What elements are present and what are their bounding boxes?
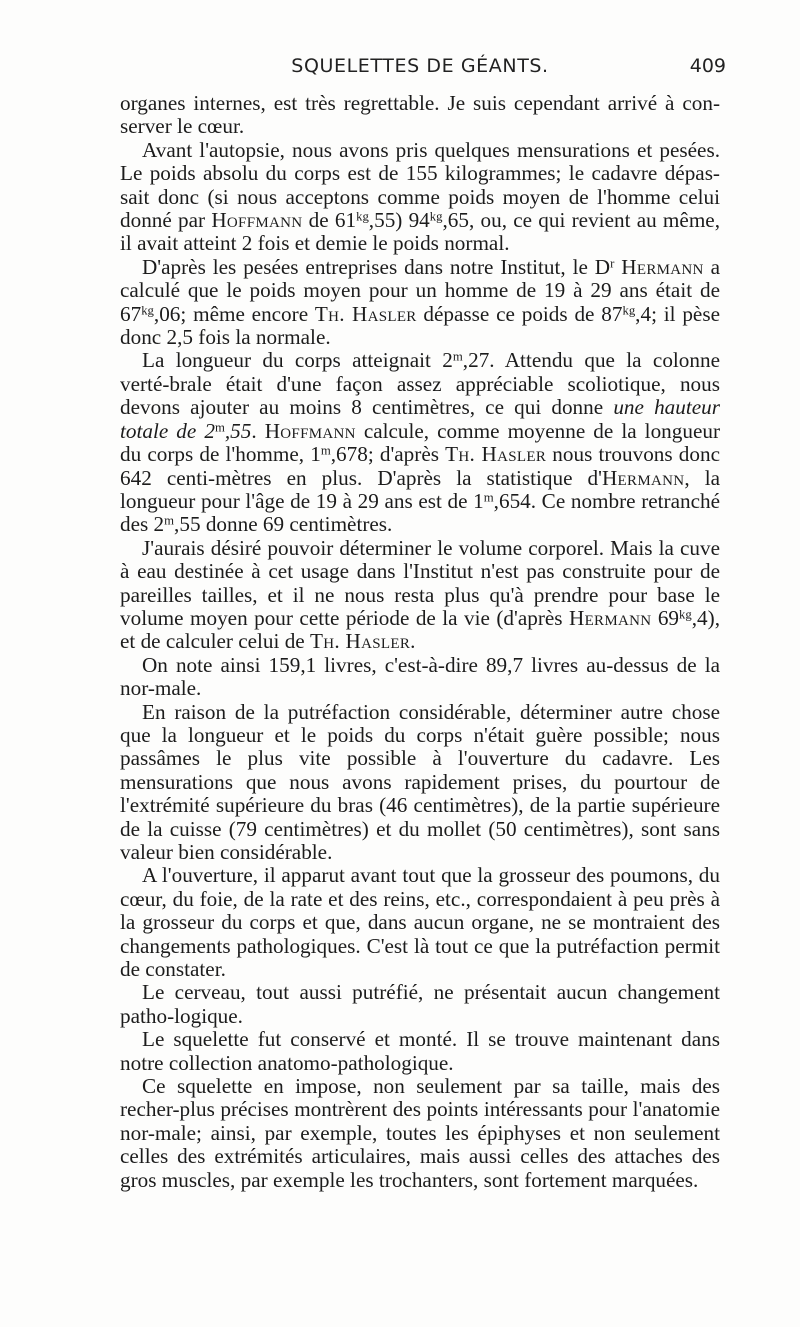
text-run: , la longueur pour l'âge de 19 à 29 ans est de 1: [120, 465, 721, 513]
text-run: Hermann: [568, 605, 652, 630]
text-run: .: [410, 629, 416, 654]
text-run: Le squelette fut conservé et monté. Il se trouve maintenant dans notre collection anatomo-pathologique.: [120, 1027, 720, 1075]
text-run: Hoffmann: [264, 418, 356, 443]
text-run: D'après les pesées entreprises dans notre Institut, le D: [142, 254, 611, 279]
text-run: de 61: [302, 208, 357, 233]
text-run: ,27. Attendu que la colonne verté-brale était d'une façon assez appréciable scoliotique, nous devons ajouter au moins 8 centimètres, ce qui donne: [120, 348, 720, 420]
text-run: kg: [141, 303, 154, 318]
text-run: m: [214, 420, 225, 435]
text-run: ,55: [224, 418, 252, 443]
text-run: La longueur du corps atteignait 2: [142, 348, 453, 373]
text-run: Ce squelette en impose, non seulement par sa taille, mais des recher-plus précises montrèrent des points intéressants pour l'anatomie nor-male; ainsi, par exemple, toutes les épiphyses et non seulement celles des extrémités articulaires, mais aussi celles des attaches des gros muscles, par exemple les trochanters, sont fortement marquées.: [120, 1074, 720, 1192]
text-run: m: [320, 443, 331, 458]
paragraph: [120, 537, 720, 654]
text-run: r: [610, 256, 615, 271]
body-text: [120, 92, 720, 1192]
text-run: m: [164, 513, 175, 528]
paragraph: [120, 92, 720, 139]
text-run: Th. Hasler: [445, 442, 547, 467]
text-run: nous trouvons donc 642 centi-mètres en plus. D'après la statistique d': [120, 442, 720, 490]
text-run: m: [483, 490, 494, 505]
text-run: ,55 donne 69 centimètres.: [174, 512, 393, 537]
text-run: a calculé que le poids moyen pour un homme de 19 à 29 ans était de 67: [120, 254, 720, 326]
text-run: On note ainsi 159,1 livres, c'est-à-dire 89,7 livres au-dessus de la nor-male.: [120, 652, 720, 701]
text-run: .: [251, 418, 265, 443]
text-run: ,65, ou, ce qui revient au même, il avait atteint 2 fois et demie le poids normal.: [120, 208, 721, 256]
text-run: kg: [356, 209, 369, 224]
text-run: calcule, comme moyenne de la longueur du corps de l'homme, 1: [120, 418, 720, 467]
text-run: ,4), et de calculer celui de: [120, 605, 720, 654]
paragraph: [120, 349, 720, 536]
text-run: dépasse ce poids de 87: [416, 301, 623, 326]
paragraph: [120, 139, 720, 256]
running-head: SQUELETTES DE GÉANTS.: [291, 55, 549, 77]
text-run: kg: [429, 209, 443, 224]
paragraph: [120, 864, 720, 981]
text-run: Th. Hasler: [309, 629, 411, 654]
text-run: m: [452, 350, 463, 365]
text-run: ,654. Ce nombre retranché des 2: [120, 488, 721, 537]
text-run: ,4; il pèse donc 2,5 fois la normale.: [120, 301, 720, 350]
text-run: Le cerveau, tout aussi putréfié, ne présentait aucun changement patho-logique.: [120, 980, 720, 1028]
text-run: Hermann: [621, 254, 704, 279]
paragraph: [120, 654, 720, 701]
text-run: A l'ouverture, il apparut avant tout que la grosseur des poumons, du cœur, du foie, de la rate et des reins, etc., correspondaient à peu près à la grosseur du corps et que, dans aucun organe, ne se montraient des changements pathologiques. C'est là tout ce que la putréfaction permit de constater.: [120, 863, 720, 982]
text-run: En raison de la putréfaction considérable, déterminer autre chose que la longueur et le poids du corps n'était guère possible; nous passâmes le plus vite possible à l'ouverture du cadavre. Les mensurations que nous avons rapidement prises, du pourtour de l'extrémité supérieure du bras (46 centimètres), de la partie supérieure de la cuisse (79 centimètres) et du mollet (50 centimètres), sont sans valeur bien considérable.: [120, 699, 720, 864]
text-run: Hoffmann: [211, 208, 303, 233]
page-number: 409: [689, 55, 726, 77]
paragraph: [120, 701, 720, 865]
text-run: ,55) 94: [368, 208, 430, 233]
text-run: Th. Hasler: [314, 301, 417, 326]
paragraph: [120, 981, 720, 1028]
paragraph: [120, 1028, 720, 1075]
text-run: Avant l'autopsie, nous avons pris quelques mensurations et pesées. Le poids absolu du corps est de 155 kilogrammes; le cadavre dépas-sait donc (si nous acceptons comme poids moyen de l'homme celui donné par: [120, 137, 720, 233]
text-run: 69: [651, 605, 680, 630]
text-run: une hauteur totale de 2: [120, 395, 720, 443]
text-run: ,678; d'après: [330, 442, 446, 467]
paragraph: [120, 1075, 720, 1192]
text-run: kg: [679, 607, 692, 622]
text-run: J'aurais désiré pouvoir déterminer le volume corporel. Mais la cuve à eau destinée à cet usage dans l'Institut n'est pas construite pour de pareilles tailles, et il ne nous resta plus qu'à prendre pour base le volume moyen pour cette période de la vie (d'après: [120, 535, 720, 630]
text-run: organes internes, est très regrettable. Je suis cependant arrivé à con-server le cœur.: [120, 91, 720, 139]
text-run: ,06; même encore: [153, 301, 315, 326]
page-header: [120, 55, 726, 85]
text-run: Hermann: [601, 465, 685, 490]
paragraph: [120, 256, 720, 350]
text-run: kg: [622, 303, 636, 318]
